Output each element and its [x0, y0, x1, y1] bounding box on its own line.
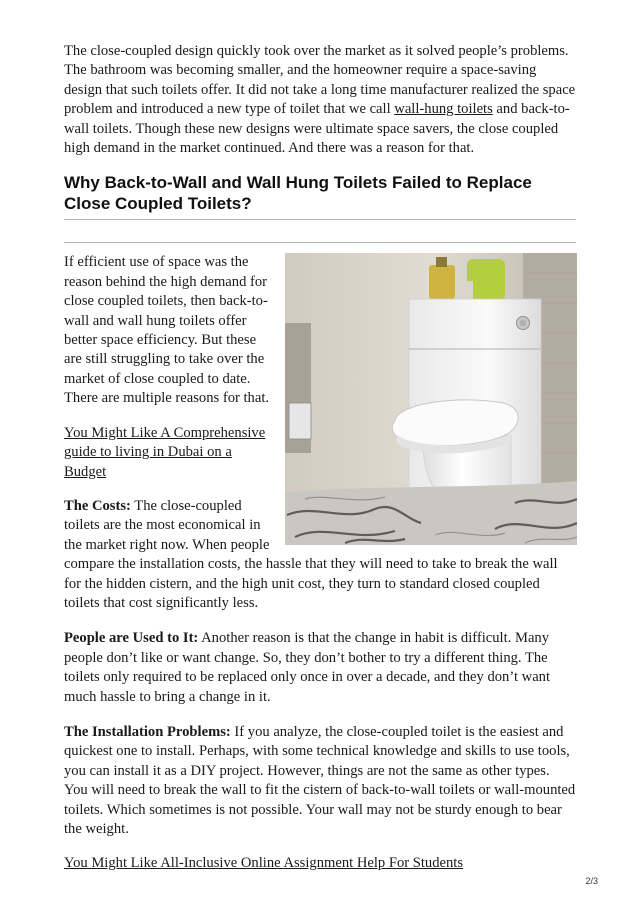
costs-label: The Costs: [64, 497, 131, 514]
section-heading: Why Back-to-Wall and Wall Hung Toilets Failed to Replace Close Coupled Toilets? [64, 172, 576, 220]
intro-section-paragraph: If efficient use of space was the reason behind the high demand for close coupled toilets, then back-to-wall and wall hung toilets offer better space efficiency. But these are still struggling to take over the market of close coupled to date. There are multiple reasons for that. [64, 254, 270, 407]
page-number: 2/3 [585, 876, 598, 886]
toilet-product-image [285, 253, 577, 545]
related-link-dubai-guide[interactable]: You Might Like A Comprehensive guide to living in Dubai on a Budget [64, 424, 266, 480]
installation-paragraph: The Installation Problems: If you analyze, the close-coupled toilet is the easiest and quickest one to install. Perhaps, with some technical knowledge and skills to use tools, you can install it as a DIY project. However, things are not the same as other types. You will need to break the wall to fit the cistern of back-to-wall toilets or wall-mounted toilets. Which sometimes is not possible. Your wall may not be sturdy enough to bear the weight. [64, 723, 576, 837]
habit-paragraph: People are Used to It: Another reason is that the change in habit is difficult. Many people don’t like or want change. So, they don’t bother to try a different thing. The toilets only required to be replaced only once in over a decade, and they don’t want much hassle to bring a change in it. [64, 630, 551, 705]
used-to-it-label: People are Used to It: [64, 630, 199, 647]
installation-label: The Installation Problems: [64, 723, 231, 740]
wall-hung-toilets-link[interactable]: wall-hung toilets [394, 101, 493, 118]
costs-paragraph: The Costs: The close-coupled toilets are the most economical in the market right now. When people compare the installation costs, the hassle that they will need to take to break the wall for the hidden cistern, and the high unit cost, they turn to standard closed coupled toilets that cost significantly less. [64, 497, 558, 611]
document-page [64, 42, 576, 874]
article-section [64, 243, 576, 873]
related-link-assignment-help[interactable]: You Might Like All-Inclusive Online Assignment Help For Students [64, 855, 464, 872]
intro-paragraph: The close-coupled design quickly took over the market as it solved people’s problems. The bathroom was becoming smaller, and the homeowner require a space-saving design that such toilets offer. It did not take a long time manufacturer realized the space problem and introduced a new type of toilet that we call wall-hung toilets and back-to-wall toilets. Though these new designs were ultimate space savers, the close coupled high demand in the market continued. And there was a reason for that. [64, 43, 576, 157]
